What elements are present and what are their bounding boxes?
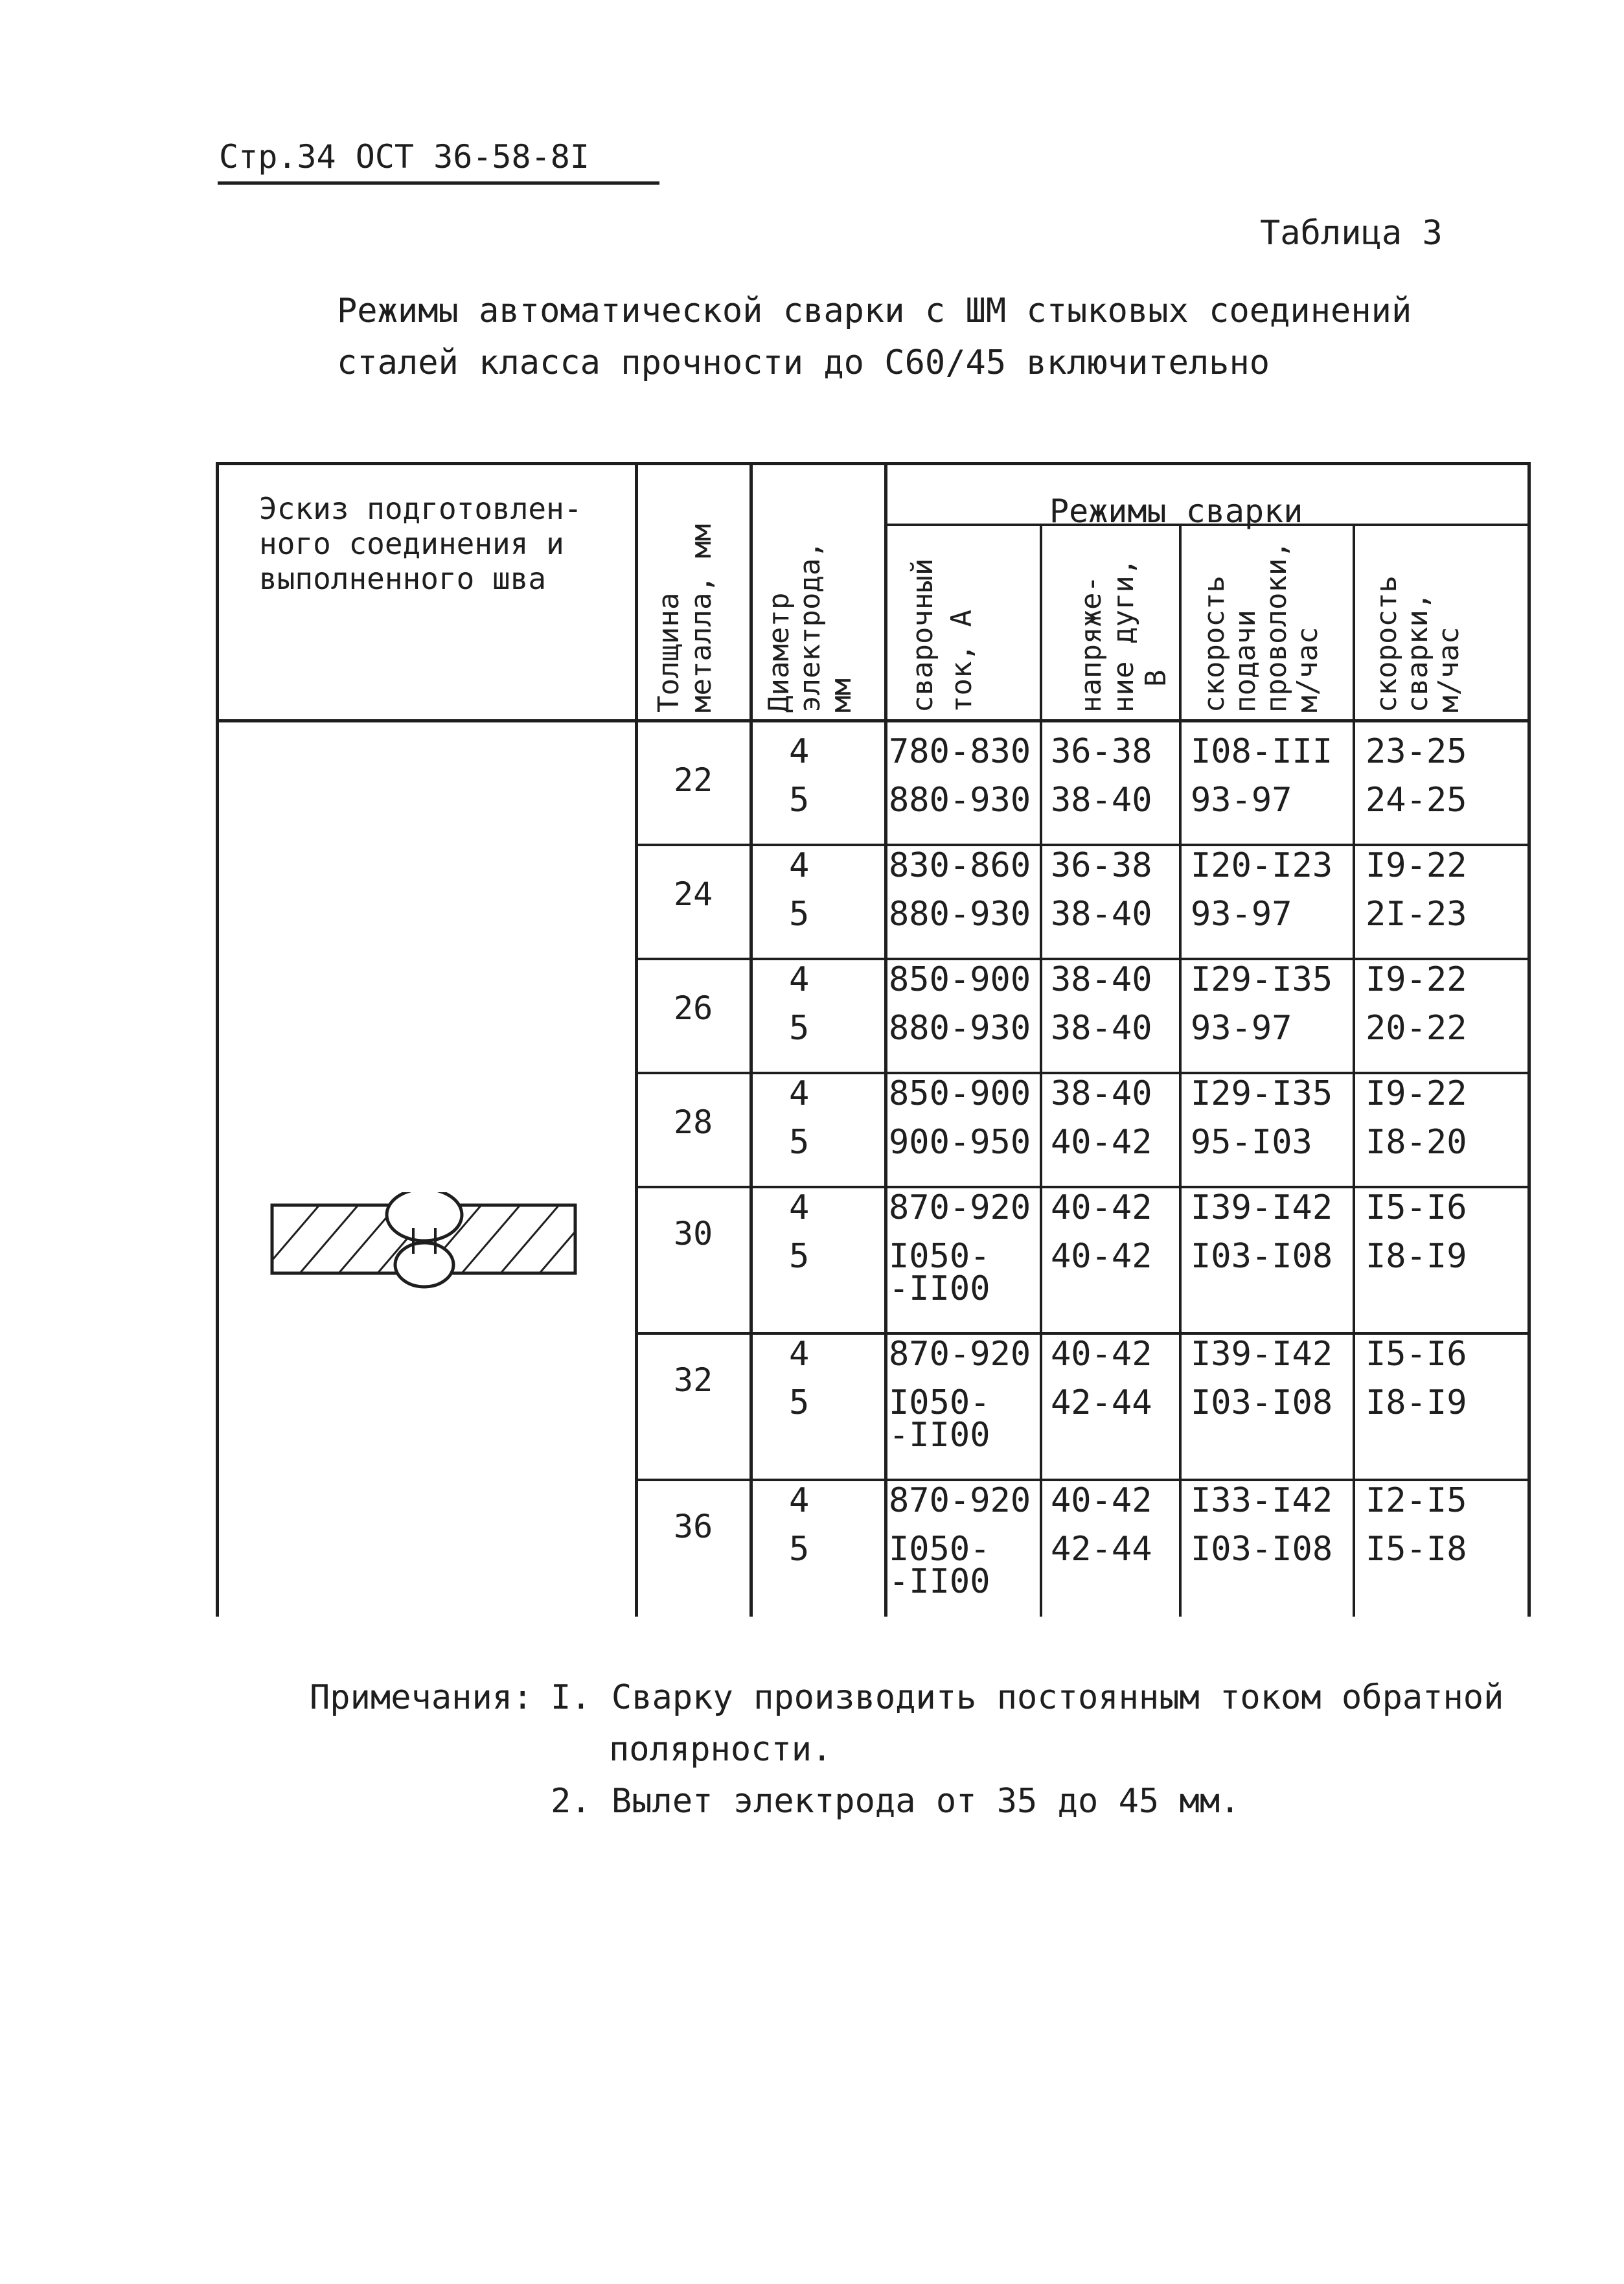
feed-cell: 93-97 — [1191, 895, 1292, 934]
speed-cell: 20-22 — [1366, 1009, 1467, 1048]
speed-cell: 24-25 — [1366, 781, 1467, 820]
diameter-cell: 4 — [789, 1481, 810, 1520]
speed-cell: I9-22 — [1366, 1074, 1467, 1113]
current-cell: 830-860 — [889, 846, 1031, 885]
note-2: 2. Вылет электрода от 35 до 45 мм. — [551, 1782, 1241, 1821]
header-current-1: сварочный — [906, 558, 939, 713]
col-sep-diameter — [884, 462, 887, 1617]
voltage-cell: 38-40 — [1051, 960, 1152, 999]
table-title-line-2: сталей класса прочности до С60/45 включительно — [337, 343, 1270, 382]
speed-cell: I5-I6 — [1366, 1335, 1467, 1374]
diameter-cell: 4 — [789, 1335, 810, 1374]
diameter-cell: 5 — [789, 1237, 810, 1276]
feed-cell: I03-I08 — [1191, 1530, 1333, 1569]
header-feed-2: подачи — [1229, 610, 1262, 713]
diameter-cell: 5 — [789, 1009, 810, 1048]
header-diameter-2: электрода, — [794, 541, 827, 713]
diameter-cell: 5 — [789, 1123, 810, 1162]
feed-cell: I33-I42 — [1191, 1481, 1333, 1520]
speed-cell: I8-I9 — [1366, 1237, 1467, 1276]
header-diameter-3: мм — [825, 678, 858, 713]
feed-cell: I20-I23 — [1191, 846, 1333, 885]
diameter-cell: 4 — [789, 1074, 810, 1113]
voltage-cell: 40-42 — [1051, 1188, 1152, 1227]
header-voltage-2: ние дуги, — [1107, 558, 1140, 713]
col-sep-current — [1040, 524, 1042, 1617]
header-underline — [218, 181, 659, 185]
col-sep-voltage — [1179, 524, 1182, 1617]
header-thickness-2: металла, мм — [685, 524, 718, 713]
speed-cell: I2-I5 — [1366, 1481, 1467, 1520]
header-voltage-3: В — [1139, 669, 1172, 687]
speed-cell: 2I-23 — [1366, 895, 1467, 934]
header-speed-1: скорость — [1370, 575, 1403, 713]
diameter-cell: 5 — [789, 1383, 810, 1422]
thickness-cell: 32 — [674, 1361, 713, 1399]
voltage-cell: 40-42 — [1051, 1335, 1152, 1374]
speed-cell: I8-I9 — [1366, 1383, 1467, 1422]
voltage-cell: 42-44 — [1051, 1383, 1152, 1422]
current-cell: I050- -II00 — [889, 1530, 990, 1601]
col-sep-sketch — [635, 462, 638, 1617]
feed-cell: I29-I35 — [1191, 960, 1333, 999]
current-cell: 880-930 — [889, 895, 1031, 934]
speed-cell: I5-I6 — [1366, 1188, 1467, 1227]
diameter-cell: 5 — [789, 781, 810, 820]
diameter-cell: 5 — [789, 1530, 810, 1569]
header-diameter-1: Диаметр — [762, 592, 795, 713]
header-speed-2: сварки, — [1401, 592, 1434, 713]
thickness-cell: 26 — [674, 989, 713, 1027]
table-number: Таблица 3 — [1260, 214, 1443, 253]
current-cell: 900-950 — [889, 1123, 1031, 1162]
voltage-cell: 38-40 — [1051, 781, 1152, 820]
header-feed-3: проволоки, — [1260, 541, 1293, 713]
current-cell: 870-920 — [889, 1335, 1031, 1374]
voltage-cell: 40-42 — [1051, 1481, 1152, 1520]
voltage-cell: 40-42 — [1051, 1237, 1152, 1276]
header-current-2: ток, А — [945, 610, 978, 713]
feed-cell: I39-I42 — [1191, 1188, 1333, 1227]
feed-cell: I29-I35 — [1191, 1074, 1333, 1113]
diameter-cell: 4 — [789, 732, 810, 771]
butt-joint-sketch — [266, 1192, 583, 1289]
speed-cell: I9-22 — [1366, 960, 1467, 999]
notes-label: Примечания: — [310, 1678, 533, 1717]
current-cell: 870-920 — [889, 1188, 1031, 1227]
thickness-cell: 28 — [674, 1103, 713, 1141]
current-cell: 780-830 — [889, 732, 1031, 771]
table-top-border — [216, 462, 1531, 465]
diameter-cell: 4 — [789, 960, 810, 999]
feed-cell: 93-97 — [1191, 1009, 1292, 1048]
note-1-line-2: полярности. — [609, 1730, 832, 1769]
table-left-border — [216, 462, 219, 1617]
page-reference: Стр.34 ОСТ 36-58-8I — [219, 138, 589, 176]
diameter-cell: 5 — [789, 895, 810, 934]
thickness-cell: 36 — [674, 1508, 713, 1545]
current-cell: 850-900 — [889, 1074, 1031, 1113]
header-welding-modes: Режимы сварки — [1049, 492, 1303, 530]
diameter-cell: 4 — [789, 1188, 810, 1227]
speed-cell: I5-I8 — [1366, 1530, 1467, 1569]
header-speed-3: м/час — [1432, 627, 1465, 713]
feed-cell: 93-97 — [1191, 781, 1292, 820]
table-title-line-1: Режимы автоматической сварки с ШМ стыковых соединений — [337, 292, 1412, 330]
header-sketch: Эскиз подготовлен- ного соединения и выполненного шва — [259, 491, 582, 596]
thickness-cell: 24 — [674, 875, 713, 913]
thickness-cell: 30 — [674, 1215, 713, 1252]
current-cell: 880-930 — [889, 1009, 1031, 1048]
current-cell: 850-900 — [889, 960, 1031, 999]
header-thickness-1: Толщина — [652, 592, 685, 713]
col-sep-thickness — [749, 462, 753, 1617]
diameter-cell: 4 — [789, 846, 810, 885]
feed-cell: I03-I08 — [1191, 1237, 1333, 1276]
current-cell: I050- -II00 — [889, 1237, 990, 1308]
current-cell: I050- -II00 — [889, 1383, 990, 1455]
header-bottom-border — [216, 719, 1531, 722]
header-feed-4: м/час — [1291, 627, 1324, 713]
speed-cell: I8-20 — [1366, 1123, 1467, 1162]
voltage-cell: 36-38 — [1051, 846, 1152, 885]
speed-cell: 23-25 — [1366, 732, 1467, 771]
current-cell: 880-930 — [889, 781, 1031, 820]
voltage-cell: 38-40 — [1051, 1009, 1152, 1048]
note-1-line-1: I. Сварку производить постоянным током обратной — [551, 1678, 1504, 1717]
current-cell: 870-920 — [889, 1481, 1031, 1520]
voltage-cell: 38-40 — [1051, 895, 1152, 934]
feed-cell: I39-I42 — [1191, 1335, 1333, 1374]
voltage-cell: 42-44 — [1051, 1530, 1152, 1569]
header-feed-1: скорость — [1198, 575, 1231, 713]
voltage-cell: 40-42 — [1051, 1123, 1152, 1162]
col-sep-feed — [1353, 524, 1355, 1617]
feed-cell: I03-I08 — [1191, 1383, 1333, 1422]
feed-cell: 95-I03 — [1191, 1123, 1312, 1162]
feed-cell: I08-III — [1191, 732, 1333, 771]
table-right-border — [1527, 462, 1531, 1617]
speed-cell: I9-22 — [1366, 846, 1467, 885]
header-voltage-1: напряже- — [1075, 575, 1108, 713]
thickness-cell: 22 — [674, 761, 713, 799]
voltage-cell: 36-38 — [1051, 732, 1152, 771]
voltage-cell: 38-40 — [1051, 1074, 1152, 1113]
